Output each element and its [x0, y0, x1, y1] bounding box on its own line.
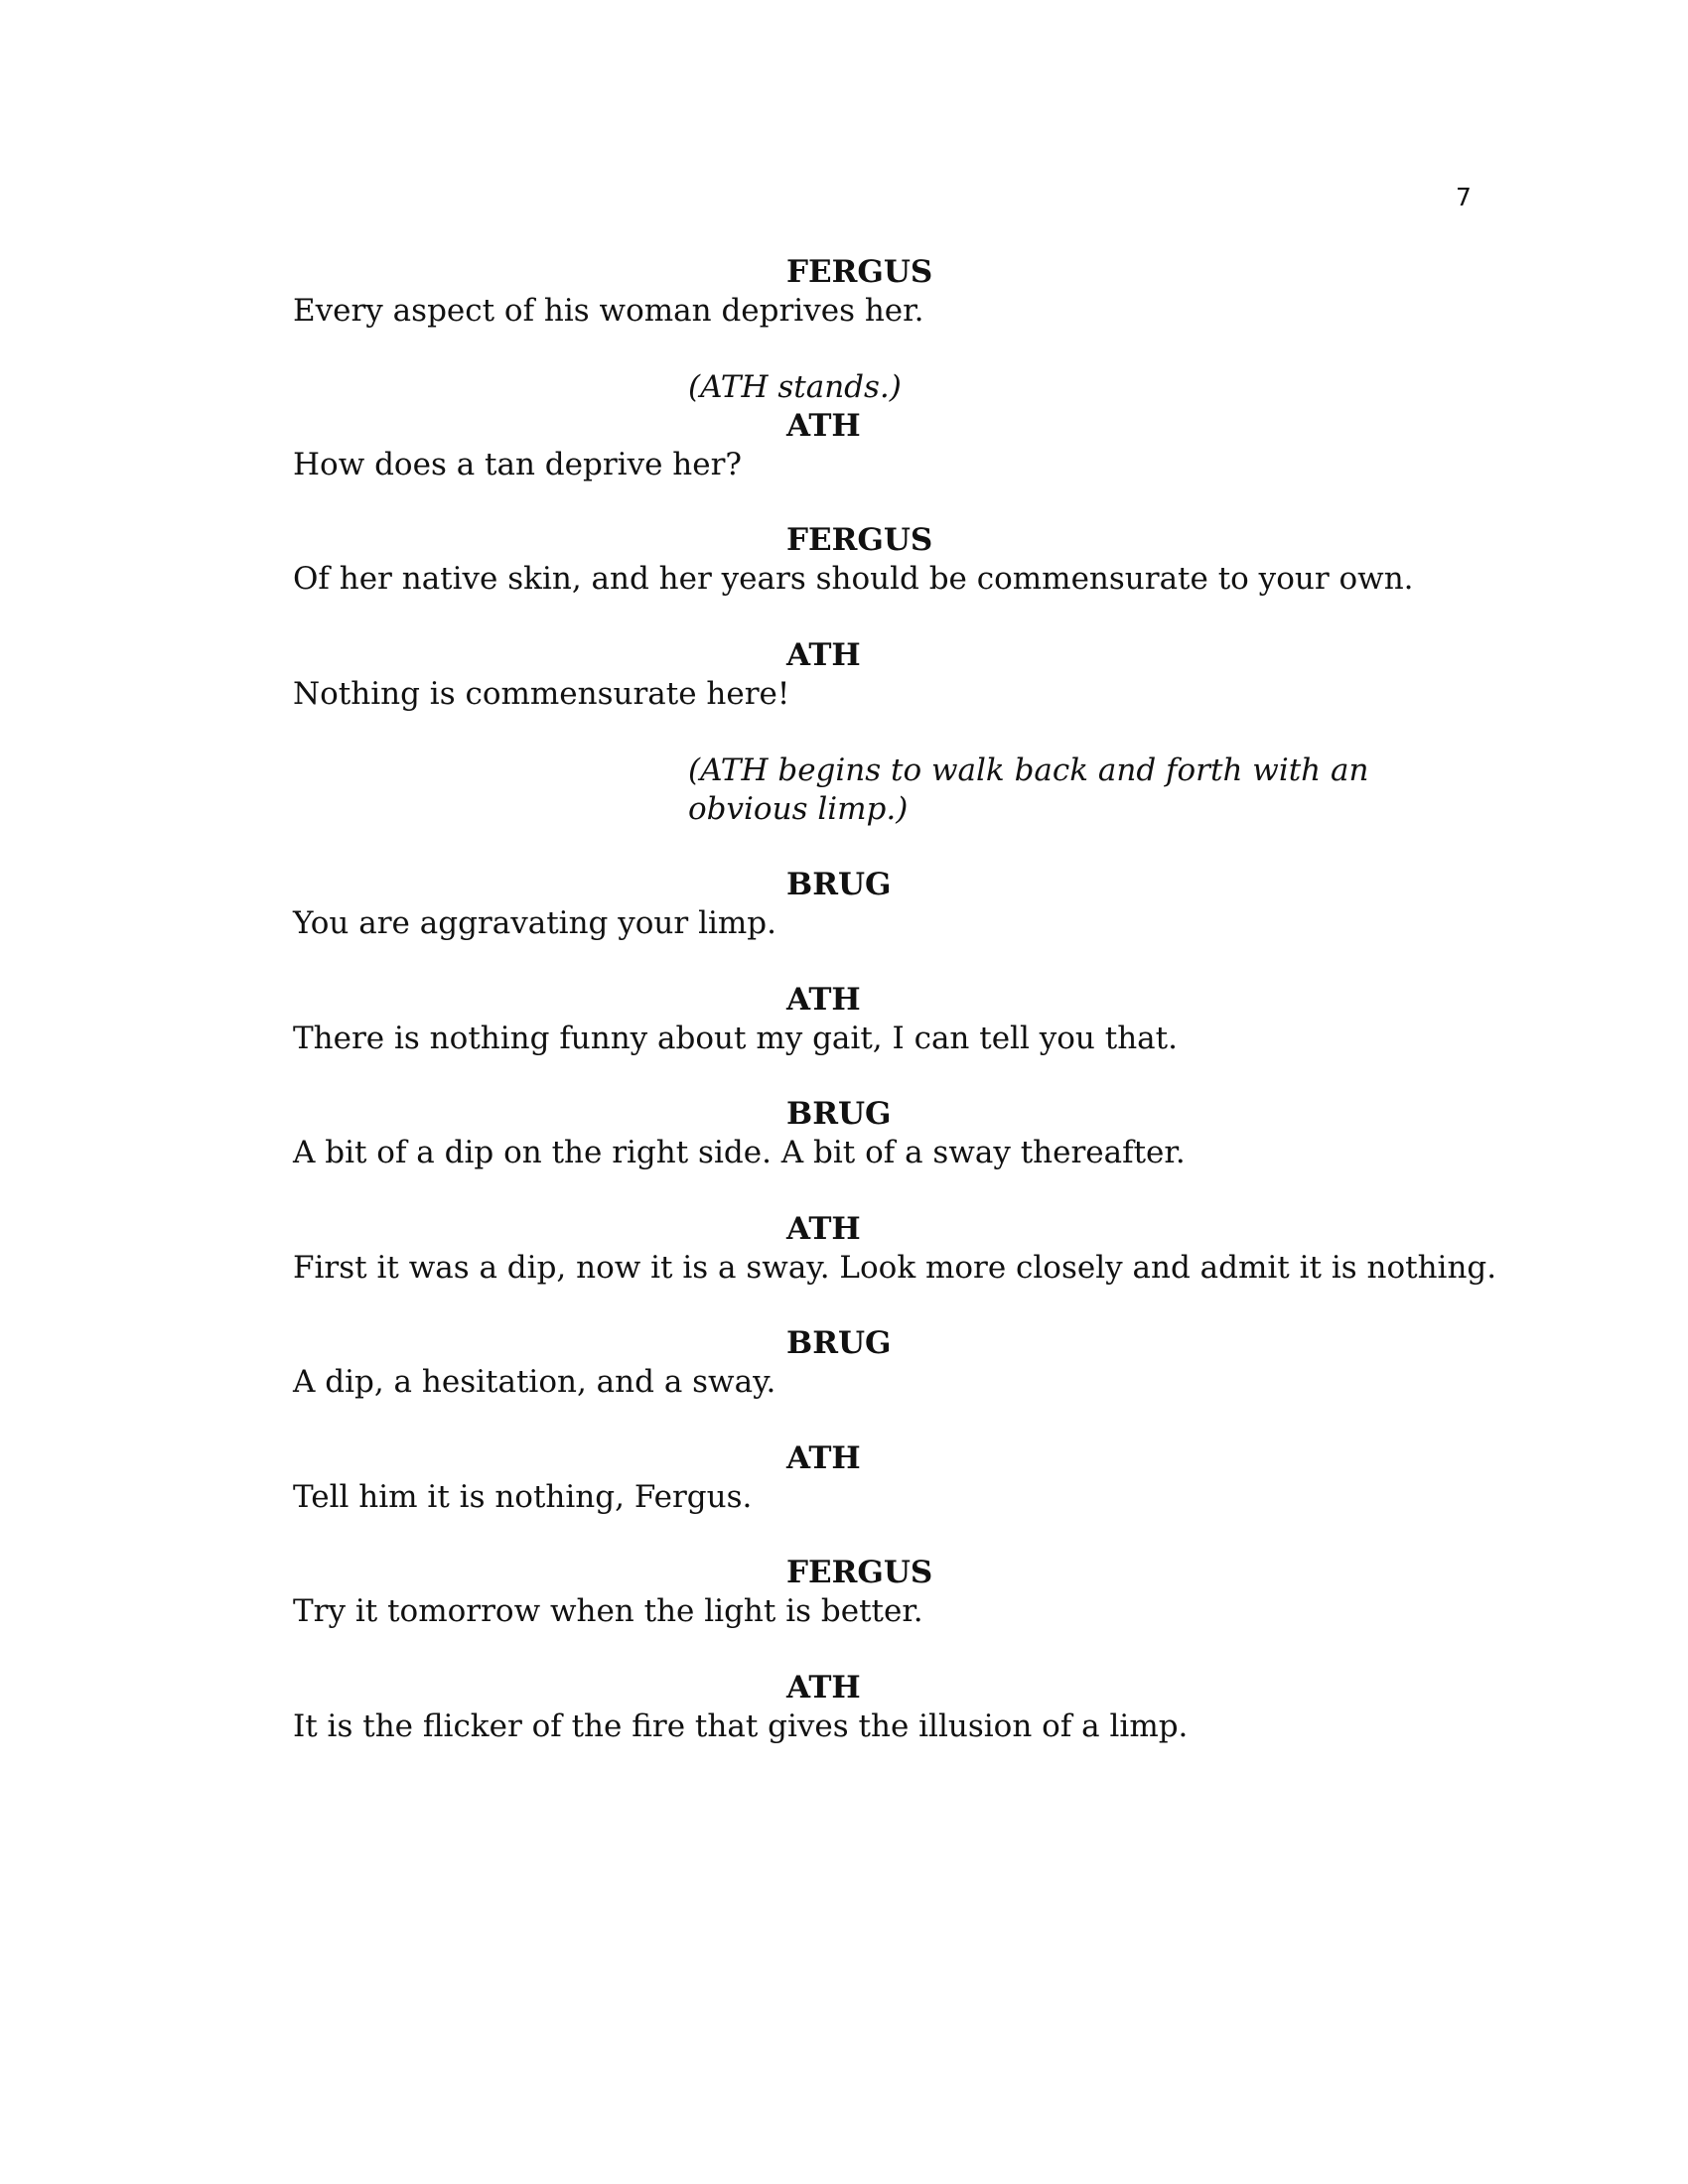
dialogue-line: First it was a dip, now it is a sway. Look more closely and admit it is nothing. [293, 1250, 1497, 1286]
character-name: FERGUS [786, 522, 933, 558]
character-name: ATH [786, 1440, 861, 1476]
dialogue-line: You are aggravating your limp. [293, 905, 776, 941]
dialogue-line: Every aspect of his woman deprives her. [293, 293, 924, 329]
character-name: FERGUS [786, 254, 933, 290]
character-name: BRUG [786, 1096, 892, 1132]
stage-direction: (ATH stands.) [688, 369, 902, 405]
dialogue-line: Nothing is commensurate here! [293, 676, 790, 712]
dialogue-line: A dip, a hesitation, and a sway. [293, 1364, 776, 1400]
character-name: ATH [786, 1670, 861, 1706]
character-name: ATH [786, 408, 861, 444]
dialogue-line: There is nothing funny about my gait, I can tell you that. [293, 1021, 1178, 1056]
character-name: ATH [786, 1211, 861, 1247]
stage-direction: (ATH begins to walk back and forth with an obvious limp.) [688, 752, 1369, 827]
page-number: 7 [1456, 183, 1472, 211]
character-name: BRUG [786, 867, 892, 902]
character-name: BRUG [786, 1325, 892, 1361]
dialogue-line: A bit of a dip on the right side. A bit of a sway thereafter. [293, 1135, 1186, 1170]
dialogue-line: Tell him it is nothing, Fergus. [293, 1479, 753, 1515]
dialogue-line: How does a tan deprive her? [293, 447, 743, 482]
dialogue-line: Of her native skin, and her years should be commensurate to your own. [293, 561, 1414, 597]
character-name: FERGUS [786, 1555, 933, 1590]
character-name: ATH [786, 637, 861, 673]
character-name: ATH [786, 982, 861, 1018]
dialogue-line: Try it tomorrow when the light is better. [293, 1593, 923, 1629]
dialogue-line: It is the flicker of the fire that gives the illusion of a limp. [293, 1708, 1189, 1744]
